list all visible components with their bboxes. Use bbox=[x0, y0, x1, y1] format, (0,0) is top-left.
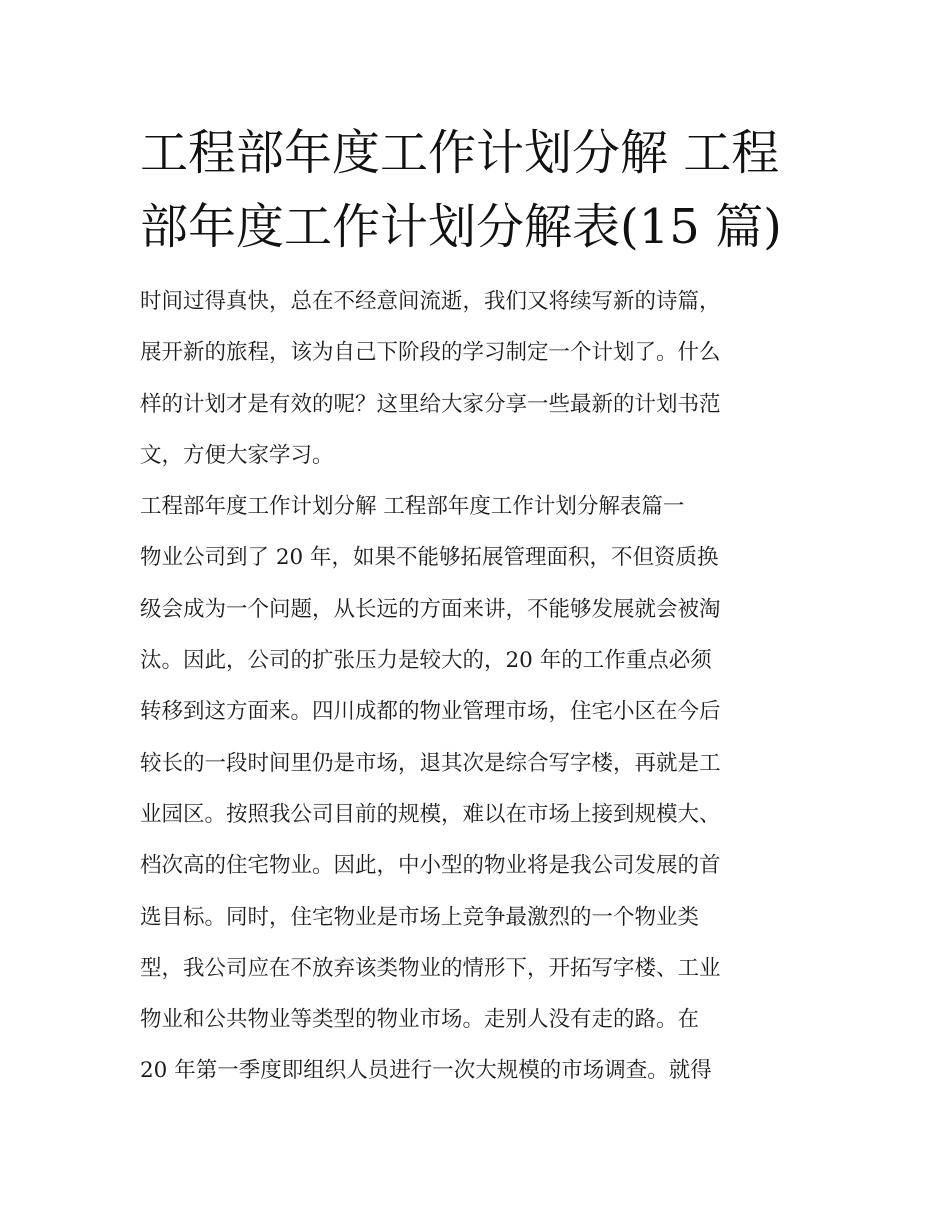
intro-line-3: 样的计划才是有效的呢？这里给大家分享一些最新的计划书范 bbox=[140, 391, 721, 417]
paragraph-line-9: 型，我公司应在不放弃该类物业的情形下，开拓写字楼、工业 bbox=[140, 955, 721, 981]
paragraph-line-2: 级会成为一个问题，从长远的方面来讲，不能够发展就会被淘 bbox=[140, 596, 721, 622]
paragraph-line-4: 转移到这方面来。四川成都的物业管理市场，住宅小区在今后 bbox=[140, 699, 721, 725]
intro-line-1: 时间过得真快，总在不经意间流逝，我们又将续写新的诗篇， bbox=[140, 289, 721, 314]
title-line-1: 工程部年度工作计划分解 工程 bbox=[140, 125, 780, 181]
title-line-2: 部年度工作计划分解表(15 篇) bbox=[140, 199, 782, 255]
paragraph-line-5: 较长的一段时间里仍是市场，退其次是综合写字楼，再就是工 bbox=[140, 750, 721, 776]
paragraph-line-1: 物业公司到了 20 年，如果不能够拓展管理面积，不但资质换 bbox=[140, 545, 719, 571]
document-title bbox=[140, 116, 820, 264]
paragraph-line-8: 选目标。同时，住宅物业是市场上竞争最激烈的一个物业类 bbox=[140, 904, 700, 930]
intro-line-4: 文，方便大家学习。 bbox=[140, 442, 334, 468]
paragraph-line-6: 业园区。按照我公司目前的规模，难以在市场上接到规模大、 bbox=[140, 801, 721, 827]
paragraph-line-3: 汰。因此，公司的扩张压力是较大的，20 年的工作重点必须 bbox=[140, 648, 712, 674]
paragraph-line-7: 档次高的住宅物业。因此，中小型的物业将是我公司发展的首 bbox=[140, 853, 721, 879]
paragraph-line-10: 物业和公共物业等类型的物业市场。走别人没有走的路。在 bbox=[140, 1007, 700, 1033]
intro-line-2: 展开新的旅程，该为自己下阶段的学习制定一个计划了。什么 bbox=[140, 340, 721, 366]
section-heading-1: 工程部年度工作计划分解 工程部年度工作计划分解表篇一 bbox=[140, 494, 685, 520]
paragraph-line-11: 20 年第一季度即组织人员进行一次大规模的市场调查。就得 bbox=[140, 1058, 712, 1084]
document-body bbox=[140, 276, 820, 1097]
